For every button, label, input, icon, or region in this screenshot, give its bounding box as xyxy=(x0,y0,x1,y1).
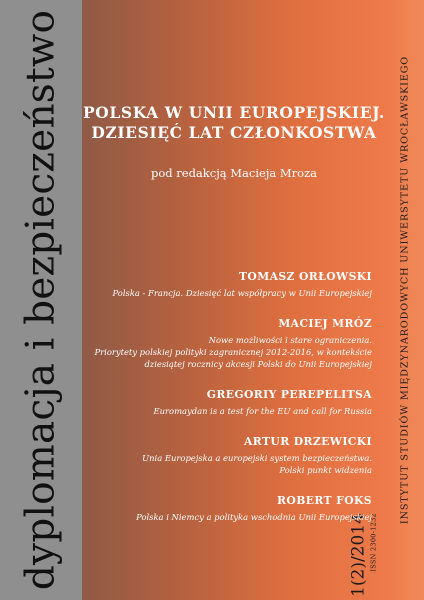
article-title-line: Euromaydan is a test for the EU and call for Russia xyxy=(153,406,372,416)
article-title-line: Polska - Francja. Dziesięć lat współpracy w Unii Europejskiej xyxy=(112,288,372,298)
article-title-line: dziesiątej rocznicy akcesji Polski do Unii Europejskiej xyxy=(144,359,372,369)
publisher-institute: INSTYTUT STUDIÓW MIĘDZYNARODOWYCH UNIWERSYTETU WROCŁAWSKIEGO xyxy=(399,55,411,525)
article-author: ROBERT FOKS xyxy=(277,494,372,507)
article-author: MACIEJ MRÓZ xyxy=(278,317,372,330)
journal-title: dyplomacja i bezpieczeństwo xyxy=(18,9,64,591)
article-list xyxy=(72,270,372,541)
issue-number: 1(2)/2014 xyxy=(348,513,369,597)
article-entry xyxy=(72,317,372,370)
article-title-line: Polska i Niemcy a polityka wschodnia Unii Europejskiej xyxy=(136,512,372,522)
issue-headline xyxy=(82,103,386,143)
article-entry xyxy=(72,494,372,523)
article-title-line: Unia Europejska a europejski system bezpieczeństwa. xyxy=(142,453,372,463)
article-title-line: Polski punkt widzenia xyxy=(279,465,372,475)
editor-credit: pod redakcją Macieja Mroza xyxy=(150,166,318,180)
article-entry xyxy=(72,435,372,476)
article-entry xyxy=(72,270,372,299)
article-author: GREGORIY PEREPELITSA xyxy=(206,388,372,401)
left-gray-strip xyxy=(0,0,82,600)
issn-number: ISSN 2300-1232 xyxy=(369,513,378,572)
article-author: TOMASZ ORŁOWSKI xyxy=(238,270,372,283)
article-author: ARTUR DRZEWICKI xyxy=(244,435,372,448)
headline-line-2: DZIESIĘĆ LAT CZŁONKOSTWA xyxy=(91,123,377,142)
article-title-line: Nowe możliwości i stare ograniczenia. xyxy=(208,335,372,345)
article-title-line: Priorytety polskiej polityki zagranicznej 2012-2016, w kontekście xyxy=(94,347,372,357)
article-entry xyxy=(72,388,372,417)
headline-line-1: POLSKA W UNII EUROPEJSKIEJ. xyxy=(83,103,385,122)
